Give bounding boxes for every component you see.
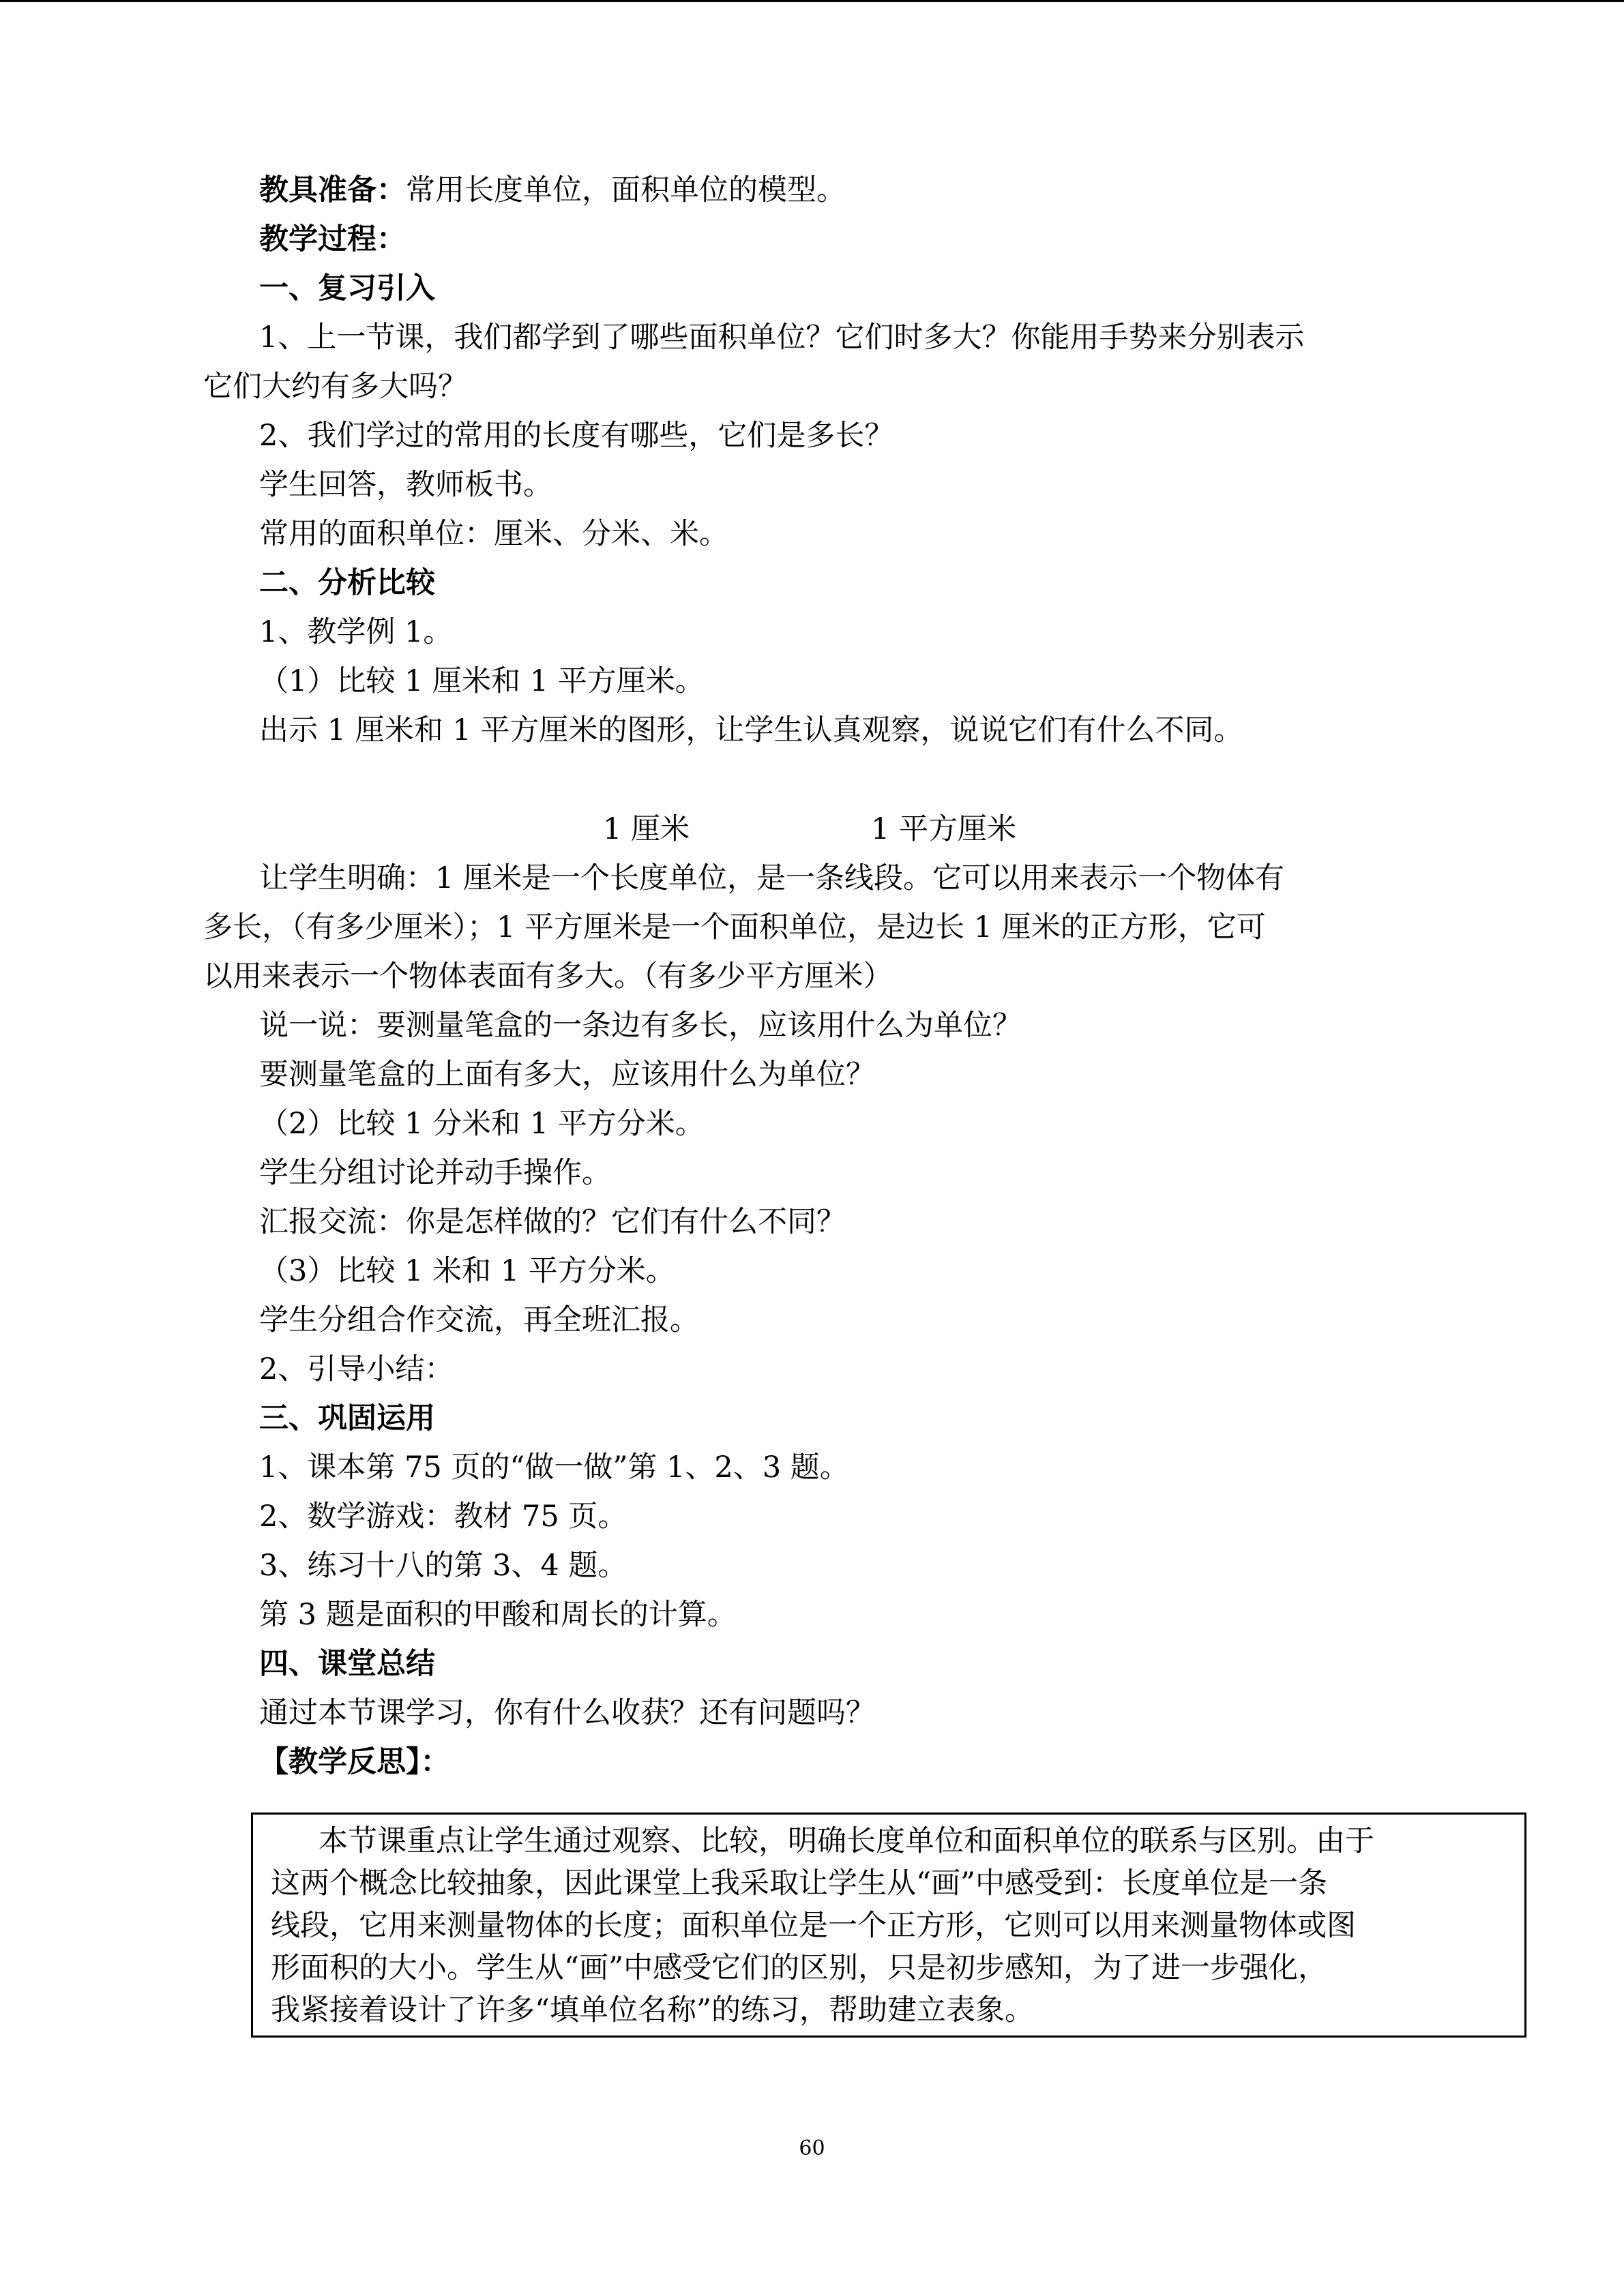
s3-exercise-4: 第 3 题是面积的甲酸和周长的计算。 [259,1598,737,1632]
s2-compare-1: （1）比较 1 厘米和 1 平方厘米。 [259,664,705,698]
s4-question: 通过本节课学习，你有什么收获？还有问题吗？ [259,1696,875,1730]
s2-report: 汇报交流：你是怎样做的？它们有什么不同？ [259,1205,846,1239]
s3-exercise-2: 2、数学游戏：教材 75 页。 [259,1500,628,1534]
s2-coop: 学生分组合作交流，再全班汇报。 [259,1303,699,1337]
reflection-line-5: 我紧接着设计了许多“填单位名称”的练习，帮助建立表象。 [271,1993,1034,2027]
s2-show: 出示 1 厘米和 1 平方厘米的图形，让学生认真观察，说说它们有什么不同。 [259,713,1243,747]
s1-q1-line2: 它们大约有多大吗？ [203,370,467,404]
reflection-line-4: 形面积的大小。学生从“画”中感受它们的区别，只是初步感知，为了进一步强化， [271,1951,1327,1985]
s3-exercise-3: 3、练习十八的第 3、4 题。 [259,1549,628,1583]
s3-exercise-1: 1、课本第 75 页的“做一做”第 1、2、3 题。 [259,1450,849,1485]
s1-units: 常用的面积单位：厘米、分米、米。 [259,517,728,551]
process-heading: 教学过程： [259,222,406,256]
s2-compare-3: （3）比较 1 米和 1 平方分米。 [259,1254,675,1288]
section-1-title: 一、复习引入 [259,271,435,305]
figure-label-cm: 1 厘米 [603,812,690,846]
s2-say-2: 要测量笔盒的上面有多大，应该用什么为单位？ [259,1058,875,1092]
s2-summary: 2、引导小结： [259,1352,454,1386]
page-number: 60 [799,2136,825,2160]
s2-clarify-line1: 让学生明确：1 厘米是一个长度单位，是一条线段。它可以用来表示一个物体有 [259,861,1285,895]
s1-answer: 学生回答，教师板书。 [259,468,552,502]
prep-text: 常用长度单位，面积单位的模型。 [406,173,846,207]
s2-clarify-line3: 以用来表示一个物体表面有多大。（有多少平方厘米） [203,959,893,994]
reflection-line-2: 这两个概念比较抽象，因此课堂上我采取让学生从“画”中感受到：长度单位是一条 [271,1866,1327,1900]
s1-q1-line1: 1、上一节课，我们都学到了哪些面积单位？它们时多大？你能用手势来分别表示 [259,320,1305,355]
reflection-title: 【教学反思】： [259,1745,450,1779]
section-4-title: 四、课堂总结 [259,1647,435,1681]
s2-compare-2: （2）比较 1 分米和 1 平方分米。 [259,1107,705,1141]
s2-say-1: 说一说：要测量笔盒的一条边有多长，应该用什么为单位？ [259,1009,1022,1043]
s2-clarify-line2: 多长，（有多少厘米）；1 平方厘米是一个面积单位，是边长 1 厘米的正方形，它可 [203,910,1266,944]
s2-group: 学生分组讨论并动手操作。 [259,1156,611,1190]
section-3-title: 三、巩固运用 [259,1401,435,1435]
section-2-title: 二、分析比较 [259,566,435,600]
figure-label-sqcm: 1 平方厘米 [871,812,1017,846]
s1-q2: 2、我们学过的常用的长度有哪些，它们是多长？ [259,419,894,453]
top-border [0,0,1624,2]
reflection-line-1: 本节课重点让学生通过观察、比较，明确长度单位和面积单位的联系与区别。由于 [319,1824,1374,1858]
prep-label: 教具准备： [259,173,406,207]
s2-example: 1、教学例 1。 [259,615,453,649]
reflection-line-3: 线段，它用来测量物体的长度；面积单位是一个正方形，它则可以用来测量物体或图 [271,1909,1356,1943]
prep-line [259,173,846,207]
